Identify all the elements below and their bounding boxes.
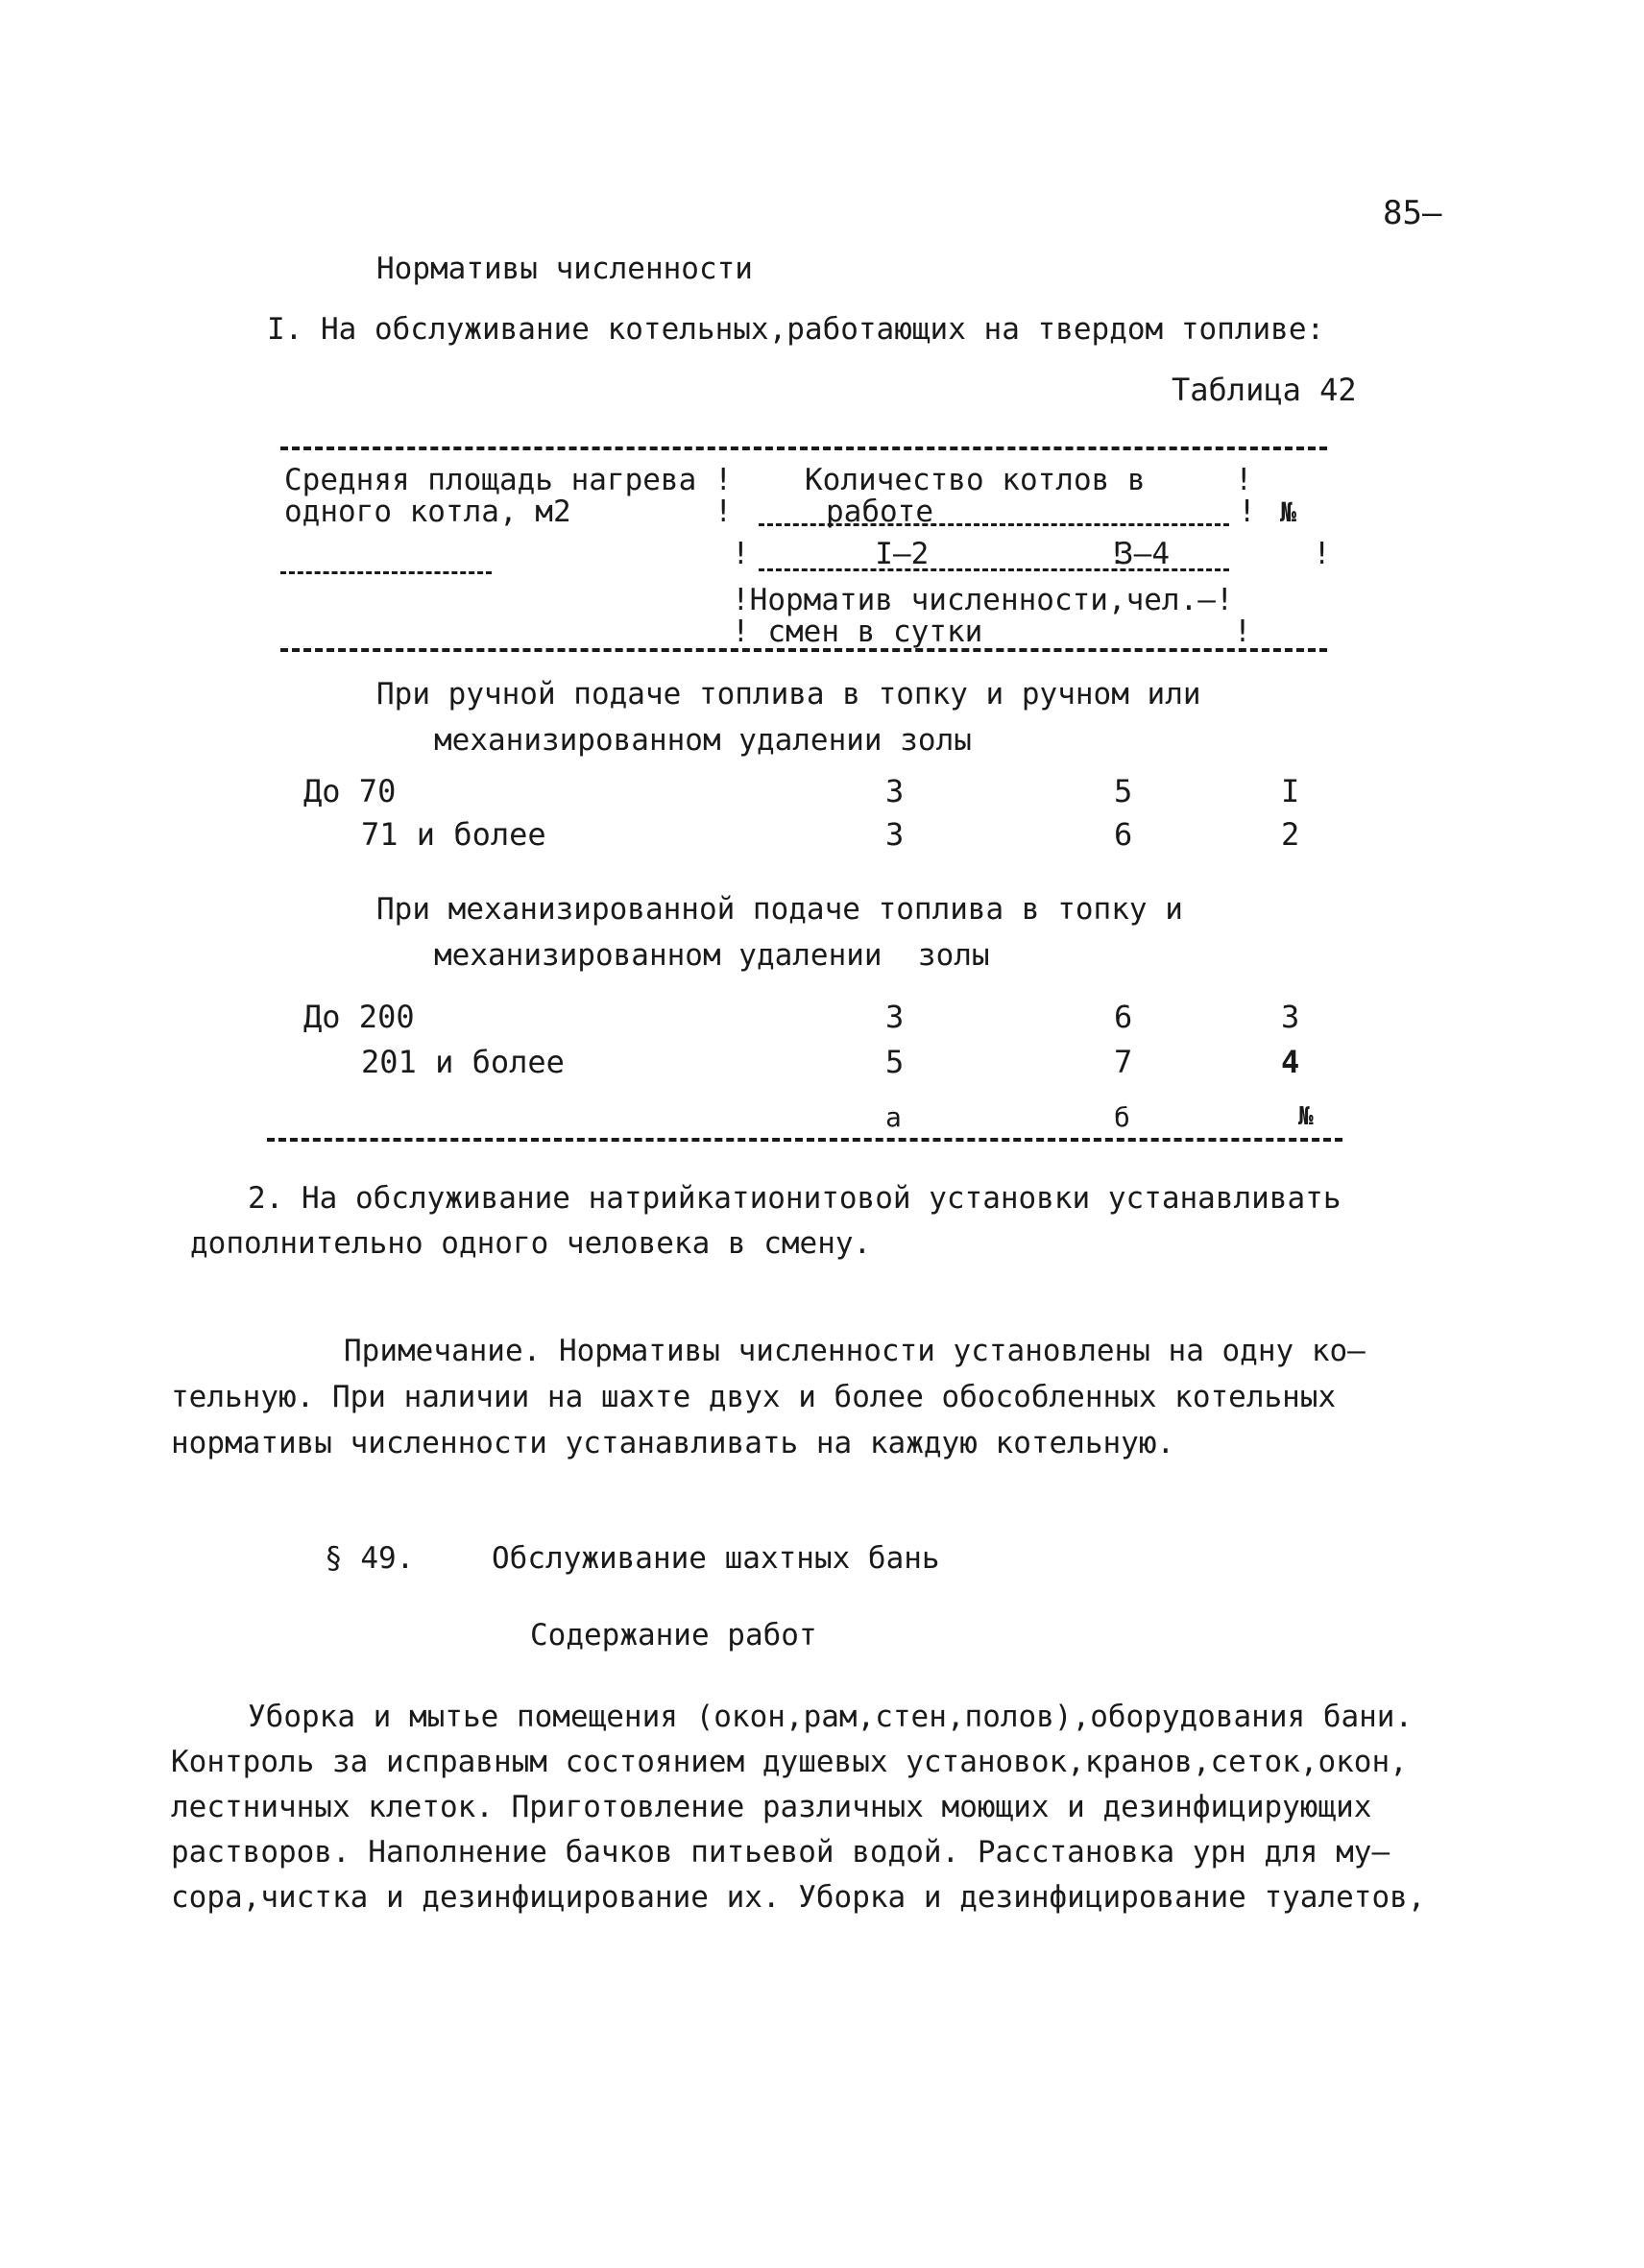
header-area-line2: одного котла, м2 ! <box>284 495 733 529</box>
row1-no: I <box>1281 773 1300 809</box>
row4-c1: 5 <box>885 1044 905 1080</box>
section-number: § 49. <box>325 1541 415 1576</box>
standards-heading: Нормативы численности <box>376 252 753 286</box>
header-number-sign: № <box>1280 496 1296 528</box>
header-area-line1: Средняя площадь нагрева ! <box>284 463 733 497</box>
header-norm-line2: ! смен в сутки ! <box>732 615 1252 649</box>
row3-c2: 6 <box>1114 999 1133 1035</box>
table-label: Таблица 42 <box>1172 372 1357 408</box>
section2-line1: При механизированной подаче топлива в топку и <box>376 892 1183 927</box>
header-sub-right: 3–4 ! <box>1116 537 1331 571</box>
section-title: Обслуживание шахтных бань <box>492 1541 940 1576</box>
body-line1: Уборка и мытье помещения (окон,рам,стен,полов),оборудования бани. <box>248 1700 1414 1734</box>
section1-line1: При ручной подаче топлива в топку и ручном или <box>376 677 1201 712</box>
item-2-line2: дополнительно одного человека в смену. <box>190 1226 872 1261</box>
header-norm-line1: !Норматив численности,чел.–! <box>732 583 1234 617</box>
header-bottom-rule <box>280 648 1327 652</box>
row1-area: До 70 <box>303 773 397 809</box>
row4-c2: 7 <box>1114 1044 1133 1080</box>
row2-c1: 3 <box>885 816 905 853</box>
note-line1: Примечание. Нормативы численности установлены на одну ко– <box>344 1334 1366 1368</box>
row4-area: 201 и более <box>361 1044 565 1080</box>
row3-area: До 200 <box>303 999 415 1035</box>
header-sub-underline <box>759 568 1229 571</box>
item-2-line1: 2. На обслуживание натрийкатионитовой установки устанавливать <box>248 1181 1342 1216</box>
row4-no: 4 <box>1281 1044 1300 1080</box>
note-line2: тельную. При наличии на шахте двух и более обособленных котельных <box>171 1380 1337 1414</box>
header-boilers-line2: работе ! <box>826 495 1256 529</box>
body-line2: Контроль за исправным состоянием душевых установок,кранов,сеток,окон, <box>171 1745 1408 1779</box>
header-area-underline <box>280 571 492 574</box>
row2-c2: 6 <box>1114 816 1133 853</box>
body-line5: сора,чистка и дезинфицирование их. Уборка и дезинфицирование туалетов, <box>171 1880 1426 1915</box>
row1-c1: 3 <box>885 773 905 809</box>
row2-area: 71 и более <box>361 816 546 853</box>
body-line3: лестничных клеток. Приготовление различных моющих и дезинфицирующих <box>171 1790 1372 1824</box>
page-number: 85– <box>1383 194 1442 232</box>
row2-no: 2 <box>1281 816 1300 853</box>
section2-line2: механизированном удалении золы <box>434 938 990 973</box>
content-heading: Содержание работ <box>530 1618 817 1653</box>
row3-no: 3 <box>1281 999 1300 1035</box>
row3-c1: 3 <box>885 999 905 1035</box>
footer-col-a: а <box>885 1101 902 1133</box>
note-line3: нормативы численности устанавливать на каждую котельную. <box>171 1426 1175 1460</box>
table-top-rule <box>280 446 1327 450</box>
header-boilers-underline <box>759 523 1229 526</box>
item-1-text: I. На обслуживание котельных,работающих на твердом топливе: <box>267 312 1325 347</box>
row1-c2: 5 <box>1114 773 1133 809</box>
footer-col-b: б <box>1114 1101 1130 1133</box>
footer-col-no: № <box>1298 1102 1314 1131</box>
section1-line2: механизированном удалении золы <box>434 723 972 758</box>
body-line4: растворов. Наполнение бачков питьевой водой. Расстановка урн для му– <box>171 1835 1390 1870</box>
header-boilers-line1: Количество котлов в ! <box>805 463 1253 497</box>
header-sub-left: ! I–2 ! <box>732 537 1126 571</box>
table-bottom-rule <box>267 1138 1342 1142</box>
